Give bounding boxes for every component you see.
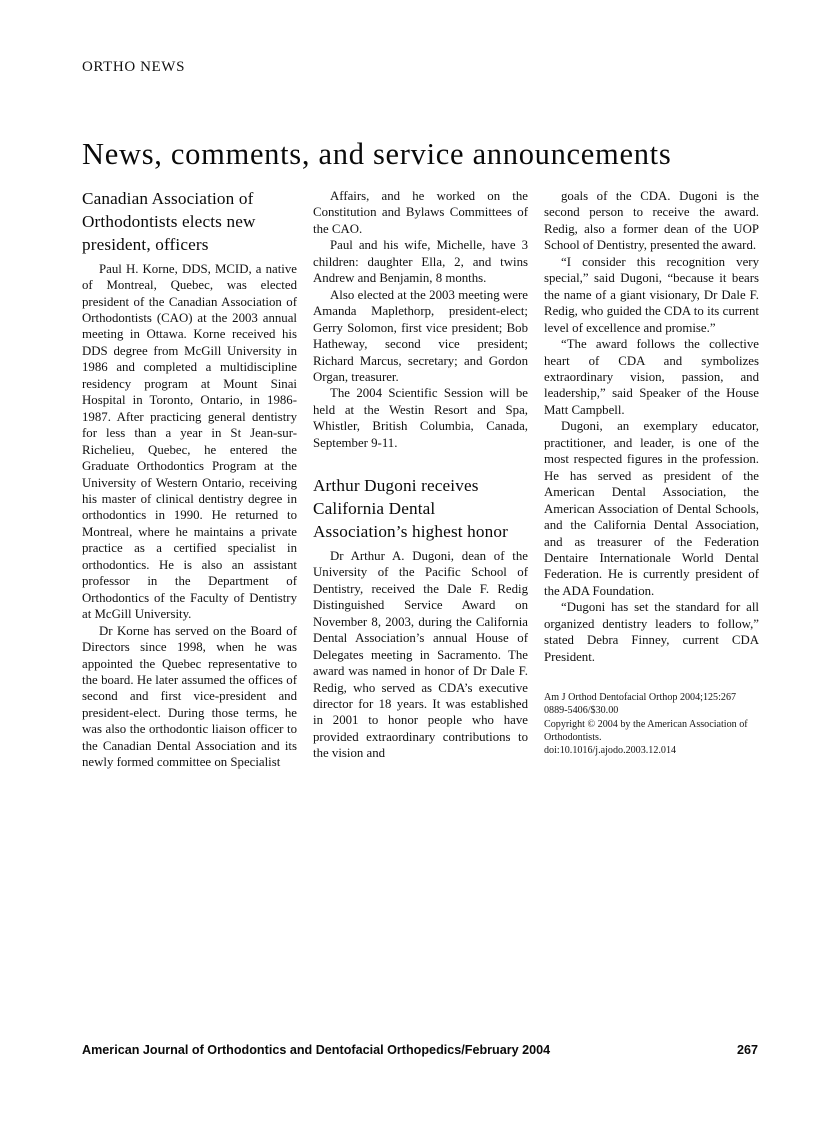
paragraph: Dr Arthur A. Dugoni, dean of the University of the Pacific School of Dentistry, received the Dale F. Redig Distinguished Service Award on November 8, 2003, during the California Dental Association’s annual House of Delegates meeting in Sacramento. The award was named in honor of Dr Dale F. Redig, who served as CDA’s executive director for 18 years. It was established in 2001 to honor people who have provided extraordinary contributions to the vision and bbox=[313, 548, 528, 761]
paragraph: Also elected at the 2003 meeting were Amanda Maplethorp, president-elect; Gerry Solomon, first vice president; Bob Hatheway, second vice president; Richard Marcus, secretary; and Gordon Organ, treasurer. bbox=[313, 287, 528, 384]
footer-page-number: 267 bbox=[736, 1043, 758, 1057]
paragraph: Dr Korne has served on the Board of Directors since 1998, when he was appointed the Quebec representative to the board. He later assumed the offices of second and first vice-president and president-elect. During those terms, he was also the orthodontic liaison officer to the Canadian Dental Association and its newly formed committee on Specialist bbox=[82, 623, 297, 770]
paragraph: Paul and his wife, Michelle, have 3 children: daughter Ella, 2, and twins Andrew and Benjamin, 8 months. bbox=[313, 238, 528, 286]
citation-copyright: Copyright © 2004 by the American Association of Orthodontists. bbox=[544, 718, 748, 743]
page-title: News, comments, and service announcements bbox=[82, 137, 672, 172]
citation-reference: Am J Orthod Dentofacial Orthop 2004;125:267 bbox=[544, 692, 737, 704]
paragraph: Paul H. Korne, DDS, MCID, a native of Montreal, Quebec, was elected president of the Canadian Association of Orthodontists (CAO) at the 2003 annual meeting in Ottawa. Korne received his DDS degree from McGill University in 1986 and completed a multidiscipline residency program at Mount Sinai Hospital in Toronto, Ontario, in 1986-1987. After practicing general dentistry for less than a year in St Jean-sur-Richelieu, Quebec, he entered the Graduate Orthodontics Program at the University of Western Ontario, receiving his master of clinical dentistry degree in orthodontics in 1990. He returned to Montreal, where he maintains a private practice as a certified specialist in orthodontics. He is also an assistant professor in the Department of Orthodontics of the Faculty of Dentistry at McGill University. bbox=[82, 261, 297, 622]
paragraph: goals of the CDA. Dugoni is the second person to receive the award. Redig, also a former dean of the UOP School of Dentistry, presented the award. bbox=[544, 189, 759, 253]
section-heading-cao: Canadian Association of Orthodontists elects new president, officers bbox=[82, 189, 256, 254]
citation-block bbox=[544, 691, 759, 757]
footer-journal-title: American Journal of Orthodontics and Dentofacial Orthopedics/February 2004 bbox=[82, 1043, 551, 1057]
page-footer bbox=[82, 1043, 758, 1057]
column-2 bbox=[313, 188, 528, 762]
citation-issn-price: 0889-5406/$30.00 bbox=[544, 705, 619, 717]
paragraph: Dugoni, an exemplary educator, practitioner, and leader, is one of the most respected figures in the profession. He has served as president of the American Dental Association, the American Association of Dental Schools, and the California Dental Association, and as treasurer of the Federation Dentaire Internationale World Dental Federation. He is currently president of the ADA Foundation. bbox=[544, 419, 759, 598]
column-3 bbox=[544, 188, 759, 757]
paragraph: “Dugoni has set the standard for all organized dentistry leaders to follow,” stated Debra Finney, current CDA President. bbox=[544, 600, 759, 664]
citation-doi: doi:10.1016/j.ajodo.2003.12.014 bbox=[544, 744, 677, 756]
paragraph: The 2004 Scientific Session will be held at the Westin Resort and Spa, Whistler, British Columbia, Canada, September 9-11. bbox=[313, 386, 528, 450]
paragraph: “I consider this recognition very special,” said Dugoni, “because it bears the name of a giant visionary, Dr Dale F. Redig, who guided the CDA to its current level of excellence and promise.” bbox=[544, 254, 759, 335]
paragraph: Affairs, and he worked on the Constitution and Bylaws Committees of the CAO. bbox=[313, 189, 528, 236]
running-head: ORTHO NEWS bbox=[82, 59, 186, 75]
article-columns bbox=[82, 188, 758, 771]
column-1 bbox=[82, 188, 297, 771]
section-heading-dugoni: Arthur Dugoni receives California Dental Association’s highest honor bbox=[313, 476, 509, 541]
paragraph: “The award follows the collective heart of CDA and symbolizes extraordinary vision, passion, and leadership,” said Speaker of the House Matt Campbell. bbox=[544, 337, 759, 417]
